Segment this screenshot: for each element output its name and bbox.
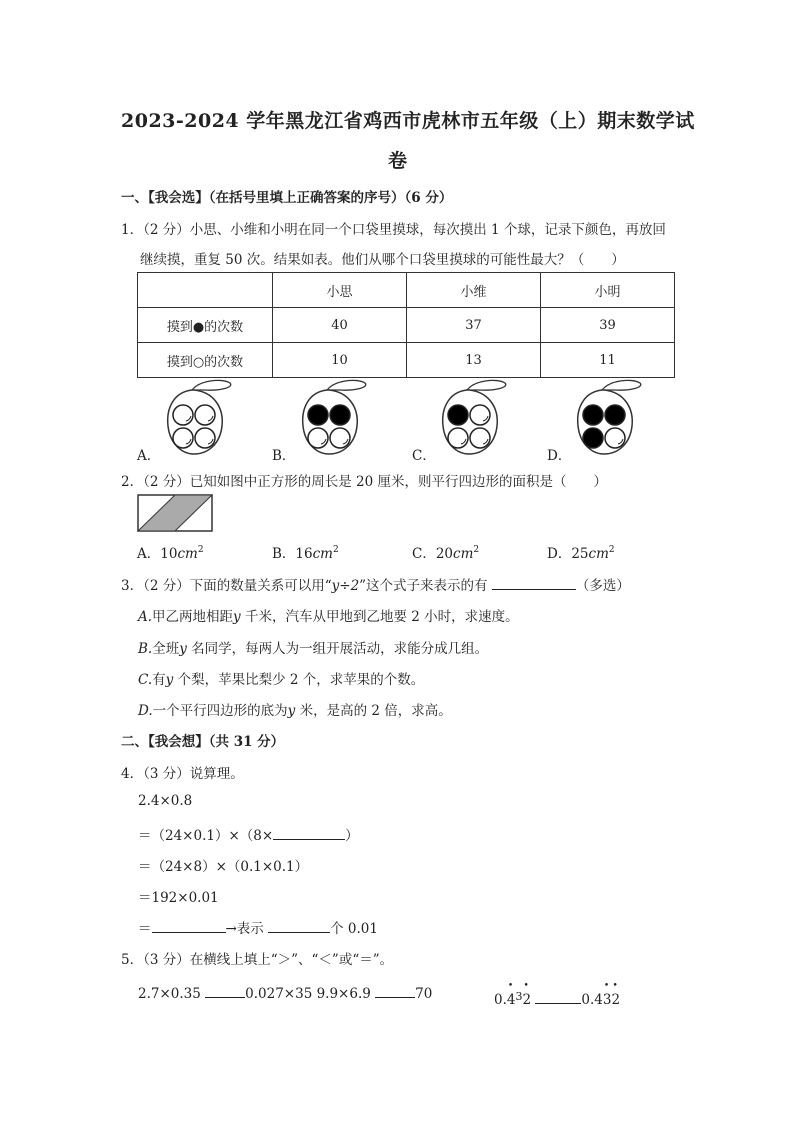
- q2-option-a: [137, 542, 204, 562]
- step-text: ＝: [138, 921, 152, 937]
- question-3: [121, 574, 630, 594]
- option-b-label: B．: [272, 448, 296, 464]
- table-cell: 40: [273, 308, 407, 343]
- table-cell: 10: [273, 343, 407, 378]
- statement-text: 甲乙两地相距: [152, 609, 234, 625]
- option-exponent: 2: [197, 545, 204, 555]
- table-header-cell: [138, 273, 273, 308]
- comparison-left: 9.9×6.9: [316, 986, 371, 1002]
- statement-text: 名同学，每两人为一组开展活动，求能分成几组。: [186, 641, 489, 657]
- q2-option-b: [272, 542, 339, 562]
- q2-option-d: [547, 542, 615, 562]
- white-ball: [195, 428, 215, 448]
- option-letter: A．: [137, 546, 161, 562]
- statement-letter: C.: [138, 672, 153, 688]
- answer-blank[interactable]: [375, 984, 415, 998]
- option-letter: D．: [547, 546, 572, 562]
- results-table: [137, 272, 675, 378]
- option-value: 25: [571, 546, 589, 562]
- black-ball: [605, 405, 625, 425]
- white-ball: [448, 428, 468, 448]
- white-ball: [605, 428, 625, 448]
- option-value: 16: [295, 546, 313, 562]
- statement-text: 个梨，苹果比梨少 2 个，求苹果的个数。: [173, 672, 425, 688]
- table-header-cell: 小明: [541, 273, 675, 308]
- q5-comparisons: [138, 984, 432, 1002]
- question-2: 2．（2 分）已知如图中正方形的周长是 20 厘米，则平行四边形的面积是（ ）: [121, 474, 607, 490]
- answer-blank[interactable]: [273, 826, 345, 840]
- option-unit: cm: [312, 546, 333, 562]
- decimal-part: 0.4: [581, 992, 603, 1008]
- option-value: 20: [435, 546, 454, 562]
- answer-blank[interactable]: [268, 919, 330, 933]
- white-ball: [173, 428, 193, 448]
- statement-variable: y: [165, 672, 174, 688]
- option-value: 10: [160, 546, 178, 562]
- bag-b: [303, 380, 366, 454]
- square-parallelogram-figure: [137, 494, 217, 534]
- bag-c: [443, 380, 506, 454]
- answer-blank[interactable]: [205, 984, 245, 998]
- q3-statement-b: [138, 637, 488, 657]
- table-cell: 37: [407, 308, 541, 343]
- white-ball: [330, 428, 350, 448]
- option-unit: cm: [177, 546, 198, 562]
- q4-step-1: 2.4×0.8: [138, 793, 193, 809]
- table-cell: 13: [407, 343, 541, 378]
- option-c-label: C．: [412, 448, 436, 464]
- q4-step-2: [138, 824, 359, 844]
- bag-tag: [467, 380, 506, 390]
- white-ball: [308, 428, 328, 448]
- q3-statement-a: [138, 605, 519, 625]
- statement-text: 有: [152, 672, 166, 688]
- question-1-line-2: 继续摸，重复 50 次。结果如表。他们从哪个口袋里摸球的可能性最大？（ ）: [140, 252, 625, 268]
- statement-variable: y: [233, 609, 241, 625]
- black-ball: [308, 405, 328, 425]
- q3-suffix: （多选）: [575, 578, 630, 594]
- option-letter: B．: [272, 546, 296, 562]
- statement-variable: y: [287, 703, 296, 719]
- question-4: 4．（3 分）说算理。: [121, 766, 244, 782]
- table-cell: 39: [541, 308, 675, 343]
- black-ball: [583, 428, 603, 448]
- bag-tag: [327, 380, 366, 390]
- table-header-row: [138, 273, 675, 308]
- q3-prefix: 3．（2 分）下面的数量关系可以用“: [121, 578, 332, 594]
- q3-statement-c: [138, 668, 424, 688]
- decimal-part: 0.: [494, 992, 507, 1008]
- comparison-right: 0.027×35: [245, 986, 313, 1002]
- option-exponent: 2: [473, 545, 480, 555]
- q3-expression: y÷2: [331, 578, 360, 594]
- table-row: [138, 308, 675, 343]
- statement-letter: D.: [138, 703, 153, 719]
- white-ball: [470, 405, 490, 425]
- step-text: 个 0.01: [330, 921, 378, 937]
- page-title-continued: 卷: [388, 150, 408, 172]
- bag-tag: [192, 380, 231, 390]
- q4-step-4: ＝192×0.01: [138, 890, 219, 906]
- white-ball: [195, 405, 215, 425]
- step-text: ）: [345, 828, 359, 844]
- white-ball: [470, 428, 490, 448]
- repeating-digit: • 4: [507, 992, 516, 1008]
- q4-step-3: ＝（24×8）×（0.1×0.1）: [138, 859, 309, 875]
- statement-text: 全班: [152, 641, 180, 657]
- table-header-cell: 小维: [407, 273, 541, 308]
- q3-middle: ”这个式子来表示的有: [359, 578, 488, 594]
- bag-d: [578, 380, 641, 454]
- option-unit: cm: [453, 546, 474, 562]
- section-heading-2: 二、【我会想】（共 31 分）: [121, 734, 285, 750]
- option-a-label: A．: [137, 448, 161, 464]
- q5-repeating-comparison: [494, 990, 620, 1008]
- option-exponent: 2: [608, 545, 615, 555]
- q3-statement-d: [138, 699, 452, 719]
- q2-option-c: [412, 542, 479, 562]
- table-header-cell: 小思: [273, 273, 407, 308]
- answer-blank[interactable]: [152, 919, 226, 933]
- statement-letter: B.: [138, 641, 153, 657]
- table-cell: 11: [541, 343, 675, 378]
- section-heading-1: 一、【我会选】（在括号里填上正确答案的序号）（6 分）: [121, 190, 453, 206]
- option-exponent: 2: [332, 545, 339, 555]
- white-ball: [173, 405, 193, 425]
- option-letter: C．: [412, 546, 436, 562]
- black-ball: [330, 405, 350, 425]
- digit: 3: [515, 990, 523, 1003]
- option-unit: cm: [588, 546, 609, 562]
- statement-text: 千米，汽车从甲地到乙地要 2 小时，求速度。: [240, 609, 519, 625]
- comparison-right: 70: [415, 986, 433, 1002]
- statement-variable: y: [179, 641, 187, 657]
- step-text: →表示: [225, 921, 264, 937]
- statement-text: 米，是高的 2 倍，求高。: [295, 703, 452, 719]
- option-d-label: D．: [547, 448, 572, 464]
- statement-text: 一个平行四边形的底为: [152, 703, 288, 719]
- statement-letter: A.: [138, 609, 153, 625]
- step-text: ＝（24×0.1）×（8×: [138, 828, 274, 844]
- repeating-digit: • 2: [522, 992, 531, 1008]
- table-row: [138, 343, 675, 378]
- q4-step-5: [138, 917, 378, 937]
- comparison-left: 2.7×0.35: [138, 986, 201, 1002]
- table-cell: 摸到○的次数: [138, 343, 273, 378]
- bag-a: [168, 380, 231, 454]
- question-1-line-1: 1．（2 分）小思、小维和小明在同一个口袋里摸球，每次摸出 1 个球，记录下颜色，再放回: [121, 222, 666, 238]
- black-ball: [583, 405, 603, 425]
- question-5: 5．（3 分）在横线上填上“＞”、“＜”或“＝”。: [121, 952, 394, 968]
- answer-blank[interactable]: [535, 990, 581, 1004]
- black-ball: [448, 405, 468, 425]
- answer-blank[interactable]: [492, 576, 576, 590]
- table-cell: 摸到●的次数: [138, 308, 273, 343]
- bag-tag: [602, 380, 641, 390]
- repeating-digit: • 3: [603, 992, 612, 1008]
- page-title: 2023-2024 学年黑龙江省鸡西市虎林市五年级（上）期末数学试: [121, 110, 695, 132]
- repeating-digit: • 2: [611, 992, 620, 1008]
